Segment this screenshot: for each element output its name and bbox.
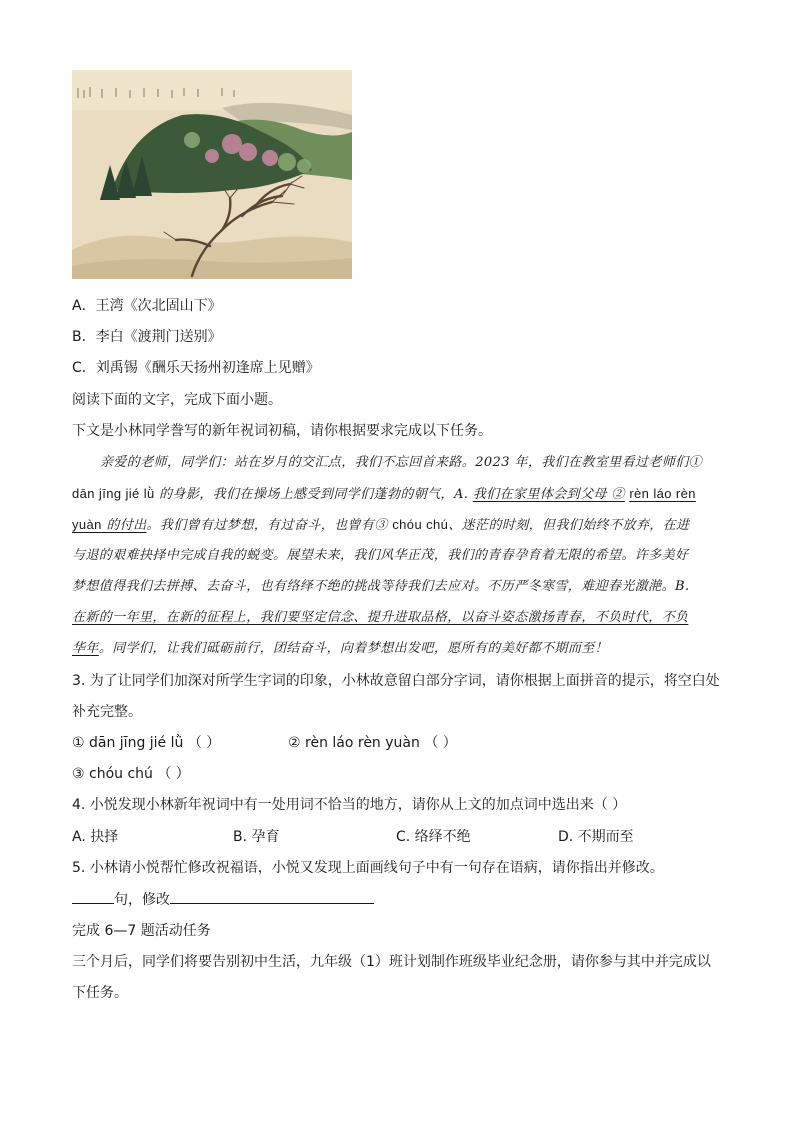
question-3-text: 3. 为了让同学们加深对所学生字词的印象，小林故意留白部分字词，请你根据上面拼音的提示，将空白处 — [72, 673, 720, 689]
reading-instruction: 阅读下面的文字，完成下面小题。 — [72, 392, 282, 408]
underlined-sentence-b-end: 华年 — [72, 641, 99, 656]
essay-text: 。我们曾有过梦想，有过奋斗，也曾有③ — [146, 518, 388, 533]
essay-line-2 — [72, 484, 722, 505]
answer-label: 句，修改 — [114, 892, 170, 908]
essay-line-7 — [72, 639, 722, 659]
pinyin-dan-jing-jie-lv: dān jīng jié lǜ — [72, 486, 155, 501]
answer-blank-revision[interactable] — [170, 889, 374, 904]
question-5-answer-line — [72, 889, 374, 910]
pinyin-ren-lao-ren: rèn láo rèn — [629, 486, 696, 501]
landscape-painting — [72, 70, 352, 279]
essay-line-4: 与退的艰难抉择中完成自我的蜕变。展望未来，我们风华正茂，我们的青春孕育着无限的希望。许多美好 — [72, 548, 689, 563]
section-intro: 三个月后，同学们将要告别初中生活，九年级（1）班计划制作班级毕业纪念册，请你参与其中并完成以 — [72, 954, 711, 970]
essay-text: 亲爱的老师，同学们：站在岁月的交汇点，我们不忘回首来路。2023 年，我们在教室里看过老师们① — [100, 455, 703, 470]
poem-option-a: A．王湾《次北固山下》 — [72, 298, 222, 314]
q4-option-d: D. 不期而至 — [558, 829, 634, 845]
essay-text: 。同学们，让我们砥砺前行，团结奋斗，向着梦想出发吧，愿所有的美好都不期而至！ — [98, 641, 609, 656]
pinyin-yuan: yuàn — [72, 517, 102, 532]
poem-option-c: C．刘禹锡《酬乐天扬州初逢席上见赠》 — [72, 360, 320, 376]
q3-item-1: ① dān jīng jié lǜ （ ） — [72, 735, 221, 751]
essay-text: 、迷茫的时刻，但我们始终不放弃，在进 — [448, 518, 690, 533]
answer-blank-sentence[interactable] — [72, 889, 114, 904]
essay-line-5: 梦想值得我们去拼搏、去奋斗，也有络绎不绝的挑战等待我们去应对。不历严冬寒雪，难迎春光激滟。B. — [72, 579, 690, 594]
section-title: 完成 6—7 题活动任务 — [72, 923, 211, 939]
q4-option-b: B. 孕育 — [233, 829, 280, 845]
question-4-text: 4. 小悦发现小林新年祝词中有一处用词不恰当的地方，请你从上文的加点词中选出来（ ） — [72, 797, 627, 813]
q4-option-c: C. 络绎不绝 — [396, 829, 471, 845]
q3-item-3: ③ chóu chú （ ） — [72, 766, 190, 782]
poem-option-b: B．李白《渡荆门送别》 — [72, 329, 222, 345]
essay-line-3 — [72, 515, 722, 536]
section-intro-cont: 下任务。 — [72, 985, 128, 1001]
essay-line-1 — [72, 453, 750, 473]
underlined-sentence-b: 在新的一年里，在新的征程上，我们要坚定信念、提升进取品格，以奋斗姿态激扬青春，不负时代，不负 — [72, 610, 689, 625]
task-instruction: 下文是小林同学誊写的新年祝词初稿，请你根据要求完成以下任务。 — [72, 423, 492, 439]
underlined-sentence-a-end: 的付出 — [101, 518, 147, 533]
question-3-text-cont: 补充完整。 — [72, 704, 142, 720]
pinyin-chou-chu: chóu chú — [392, 517, 449, 532]
question-5-text: 5. 小林请小悦帮忙修改祝福语，小悦又发现上面画线句子中有一句存在语病，请你指出并修改。 — [72, 860, 664, 876]
essay-text: 的身影，我们在操场上感受到同学们蓬勃的朝气，A. — [154, 487, 469, 502]
q3-item-2: ② rèn láo rèn yuàn （ ） — [288, 735, 457, 751]
underlined-sentence-a: 我们在家里体会到父母 ② — [472, 487, 625, 502]
q4-option-a: A. 抉择 — [72, 829, 119, 845]
